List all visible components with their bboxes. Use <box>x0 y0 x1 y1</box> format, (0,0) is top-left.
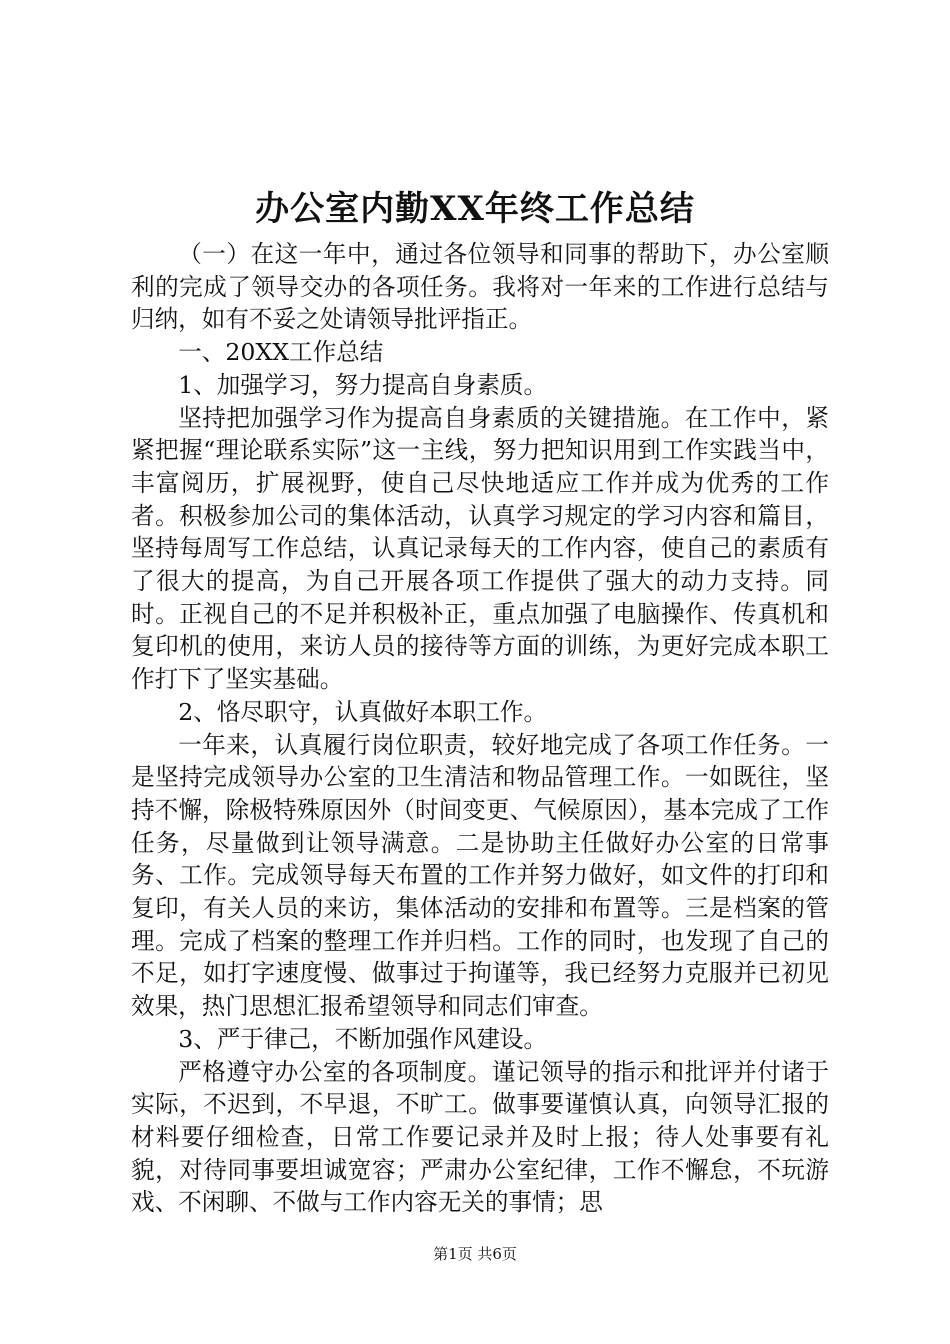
page-number-footer: 第1页 共6页 <box>433 1245 517 1263</box>
subheading-study: 1、加强学习，努力提高自身素质。 <box>178 370 548 399</box>
subheading-discipline: 3、严于律己，不断加强作风建设。 <box>178 1024 548 1053</box>
paragraph-study: 坚持把加强学习作为提高自身素质的关键措施。在工作中，紧紧把握“理论联系实际”这一主线，努力把知识用到工作实践当中，丰富阅历，扩展视野，使自己尽快地适应工作并成为优秀的工作者。积极参加公司的集体活动，认真学习规定的学习内容和篇目，坚持每周写工作总结，认真记录每天的工作内容，使自己的素质有了很大的提高，为自己开展各项工作提供了强大的动力支持。同时。正视自己的不足并积极补正，重点加强了电脑操作、传真机和复印机的使用，来访人员的接待等方面的训练，为更好完成本职工作打下了坚实基础。 <box>131 403 829 694</box>
subheading-duty: 2、恪尽职守，认真做好本职工作。 <box>178 697 548 726</box>
paragraph-intro: （一）在这一年中，通过各位领导和同事的帮助下，办公室顺利的完成了领导交办的各项任务。我将对一年来的工作进行总结与归纳，如有不妥之处请领导批评指正。 <box>131 240 829 334</box>
paragraph-discipline: 严格遵守办公室的各项制度。谨记领导的指示和批评并付诸于实际，不迟到，不早退，不旷工。做事要谨慎认真，向领导汇报的材料要仔细检查，日常工作要记录并及时上报；待人处事要有礼貌，对待同事要坦诚宽容；严肃办公室纪律，工作不懈怠，不玩游戏、不闲聊、不做与工作内容无关的事情；思 <box>131 1057 829 1217</box>
section-heading-summary: 一、20XX工作总结 <box>178 338 384 367</box>
document-title: 办公室内勤XX年终工作总结 <box>255 189 695 229</box>
paragraph-duty: 一年来，认真履行岗位职责，较好地完成了各项工作任务。一是坚持完成领导办公室的卫生清洁和物品管理工作。一如既往，坚持不懈，除极特殊原因外（时间变更、气候原因），基本完成了工作任务，尽量做到让领导满意。二是协助主任做好办公室的日常事务、工作。完成领导每天布置的工作并努力做好，如文件的打印和复印，有关人员的来访，集体活动的安排和布置等。三是档案的管理。完成了档案的整理工作并归档。工作的同时，也发现了自己的不足，如打字速度慢、做事过于拘谨等，我已经努力克服并已初见效果，热门思想汇报希望领导和同志们审查。 <box>131 730 829 1021</box>
document-body <box>131 238 829 1219</box>
